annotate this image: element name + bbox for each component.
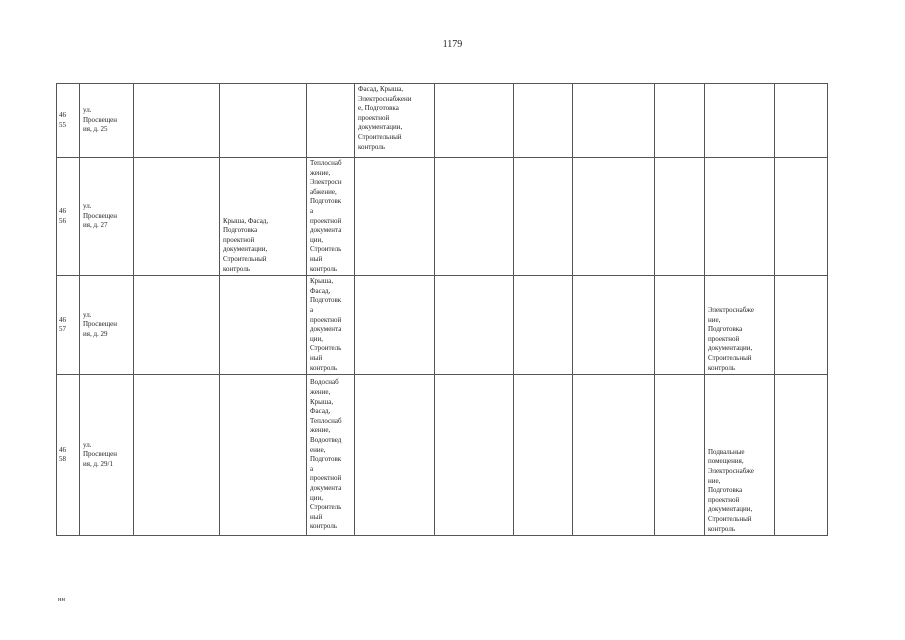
table-cell — [573, 276, 655, 375]
table-cell — [307, 84, 355, 158]
table-cell — [134, 158, 220, 276]
work-types-cell: Крыша, Фасад, Подготовка проектной документации, Строительный контроль — [220, 158, 307, 276]
table-cell — [775, 84, 828, 158]
table-cell — [355, 276, 435, 375]
table-cell — [435, 158, 514, 276]
table-cell — [655, 375, 705, 536]
work-types-cell: Подвальные помещения, Электроснабже ние, Подготовка проектной документации, Строительный контроль — [705, 375, 775, 536]
table-cell — [775, 375, 828, 536]
table-cell — [134, 84, 220, 158]
page-number: 1179 — [442, 39, 463, 50]
address-cell: ул. Просвещен ия, д. 27 — [80, 158, 134, 276]
row-number: 46 57 — [57, 276, 80, 375]
table-cell — [705, 84, 775, 158]
table-cell — [134, 375, 220, 536]
table-cell — [435, 84, 514, 158]
table-cell — [573, 84, 655, 158]
table-cell — [514, 158, 573, 276]
table-row — [57, 158, 828, 276]
table-cell — [573, 375, 655, 536]
table-row — [57, 84, 828, 158]
row-number: 46 56 — [57, 158, 80, 276]
registry-table — [56, 83, 828, 536]
table-cell — [775, 276, 828, 375]
table-cell — [514, 276, 573, 375]
table-cell — [775, 158, 828, 276]
table-cell — [220, 84, 307, 158]
work-types-cell: Фасад, Крыша, Электроснабжени е, Подготовка проектной документации, Строительный контроль — [355, 84, 435, 158]
table-cell — [134, 276, 220, 375]
table-cell — [514, 84, 573, 158]
table-cell — [220, 276, 307, 375]
row-number: 46 58 — [57, 375, 80, 536]
table-cell — [435, 276, 514, 375]
table-cell — [514, 375, 573, 536]
footer-mark: нн — [58, 596, 65, 603]
table-cell — [655, 276, 705, 375]
table-row — [57, 276, 828, 375]
address-cell: ул. Просвещен ия, д. 29/1 — [80, 375, 134, 536]
table-cell — [355, 158, 435, 276]
work-types-cell: Электроснабже ние, Подготовка проектной документации, Строительный контроль — [705, 276, 775, 375]
work-types-cell: Теплоснаб жение, Электросн абжение, Подготовк а проектной документа ции, Строитель ный контроль — [307, 158, 355, 276]
table-cell — [355, 375, 435, 536]
table-cell — [220, 375, 307, 536]
table-row — [57, 375, 828, 536]
row-number: 46 55 — [57, 84, 80, 158]
table-cell — [705, 158, 775, 276]
address-cell: ул. Просвещен ия, д. 29 — [80, 276, 134, 375]
address-cell: ул. Просвещен ия, д. 25 — [80, 84, 134, 158]
table-cell — [573, 158, 655, 276]
work-types-cell: Водоснаб жение, Крыша, Фасад, Теплоснаб жение, Водоотвед ение, Подготовк а проектной документа ции, Строитель ный контроль — [307, 375, 355, 536]
table-cell — [435, 375, 514, 536]
work-types-cell: Крыша, Фасад, Подготовк а проектной документа ции, Строитель ный контроль — [307, 276, 355, 375]
table-cell — [655, 84, 705, 158]
table-cell — [655, 158, 705, 276]
